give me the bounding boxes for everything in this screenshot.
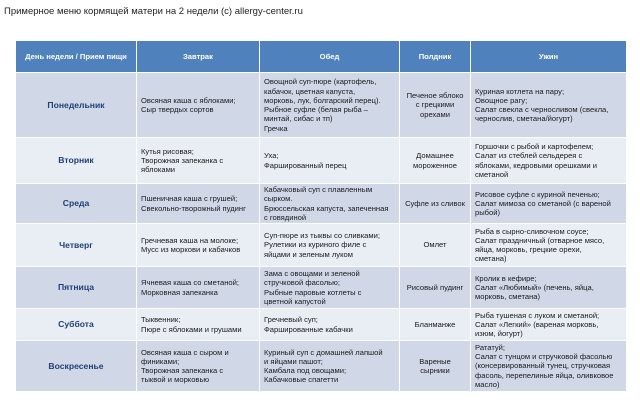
header-dinner: Ужин (471, 41, 627, 73)
day-cell: Среда (16, 184, 137, 224)
dinner-cell: Рисовое суфле с куриной печенью; Салат мимоза со сметаной (с вареной рыбой) (471, 184, 627, 224)
snack-cell: Омлет (400, 224, 471, 267)
dinner-cell: Рыба в сырно-сливочном соусе; Салат праздничный (отварное мясо, яйца, морковь, грецкие орехи, сметана) (471, 224, 627, 267)
header-day: День недели / Прием пищи (16, 41, 137, 73)
snack-cell: Суфле из сливок (400, 184, 471, 224)
breakfast-cell: Кутья рисовая; Творожная запеканка с яблоками (137, 138, 260, 184)
snack-cell: Бланманже (400, 309, 471, 341)
table-row-saturday (16, 309, 627, 341)
day-cell: Пятница (16, 267, 137, 309)
dinner-cell: Куриная котлета на пару; Овощное рагу; Салат свекла с черносливом (свекла, чернослив, сметана/йогурт) (471, 73, 627, 138)
document-title: Примерное меню кормящей матери на 2 недели (с) allergy-center.ru (4, 6, 303, 17)
dinner-cell: Рыба тушеная с луком и сметаной; Салат «Легкий» (вареная морковь, изюм, йогурт) (471, 309, 627, 341)
header-breakfast: Завтрак (137, 41, 260, 73)
snack-cell: Печеное яблоко с грецкими орехами (400, 73, 471, 138)
table-row-wednesday (16, 184, 627, 224)
lunch-cell: Куриный суп с домашней лапшой и яйцами пашот; Камбала под овощами; Кабачковые спагетти (260, 341, 400, 392)
day-cell: Понедельник (16, 73, 137, 138)
breakfast-cell: Пшеничная каша с грушей; Свекольно-творожный пудинг (137, 184, 260, 224)
table-header (16, 41, 627, 73)
breakfast-cell: Тыквенник; Пюре с яблоками и грушами (137, 309, 260, 341)
lunch-cell: Зама с овощами и зеленой стручковой фасолью; Рыбные паровые котлеты с цветной капустой (260, 267, 400, 309)
dinner-cell: Горшочки с рыбой и картофелем; Салат из стеблей сельдерея с яблоками, кедровыми орешками и сметаной (471, 138, 627, 184)
lunch-cell: Кабачковый суп с плавленным сырком. Брюссельская капуста, запеченная с говядиной (260, 184, 400, 224)
breakfast-cell: Гречневая каша на молоке; Мусс из моркови и кабачков (137, 224, 260, 267)
lunch-cell: Гречневый суп; Фаршированные кабачки (260, 309, 400, 341)
dinner-cell: Рататуй; Салат с тунцом и стручковой фасолью (консервированный тунец, стручковая фасоль, перепелиные яйца, оливковое масло) (471, 341, 627, 392)
breakfast-cell: Ячневая каша со сметаной; Морковная запеканка (137, 267, 260, 309)
snack-cell: Домашнее мороженное (400, 138, 471, 184)
breakfast-cell: Овсяная каша с сыром и финиками; Творожная запеканка с тыквой и морковью (137, 341, 260, 392)
lunch-cell: Суп-пюре из тыквы со сливками; Рулетики из куриного филе с яйцами и зеленым луком (260, 224, 400, 267)
day-cell: Воскресенье (16, 341, 137, 392)
day-cell: Суббота (16, 309, 137, 341)
day-cell: Четверг (16, 224, 137, 267)
lunch-cell: Овощной суп-пюре (картофель, кабачок, цветная капуста, морковь, лук, болгарский перец). Рыбное суфле (белая рыба – минтай, сибас и тп) Гречка (260, 73, 400, 138)
breakfast-cell: Овсяная каша с яблоками; Сыр твердых сортов (137, 73, 260, 138)
table-row-sunday (16, 341, 627, 392)
menu-table (15, 40, 627, 392)
dinner-cell: Кролик в кефире; Салат «Любимый» (печень, яйца, морковь, сметана) (471, 267, 627, 309)
table-row-monday (16, 73, 627, 138)
lunch-cell: Уха; Фаршированный перец (260, 138, 400, 184)
table-row-friday (16, 267, 627, 309)
day-cell: Вторник (16, 138, 137, 184)
header-lunch: Обед (260, 41, 400, 73)
table-row-tuesday (16, 138, 627, 184)
table-row-thursday (16, 224, 627, 267)
header-snack: Полдник (400, 41, 471, 73)
snack-cell: Вареные сырники (400, 341, 471, 392)
snack-cell: Рисовый пудинг (400, 267, 471, 309)
